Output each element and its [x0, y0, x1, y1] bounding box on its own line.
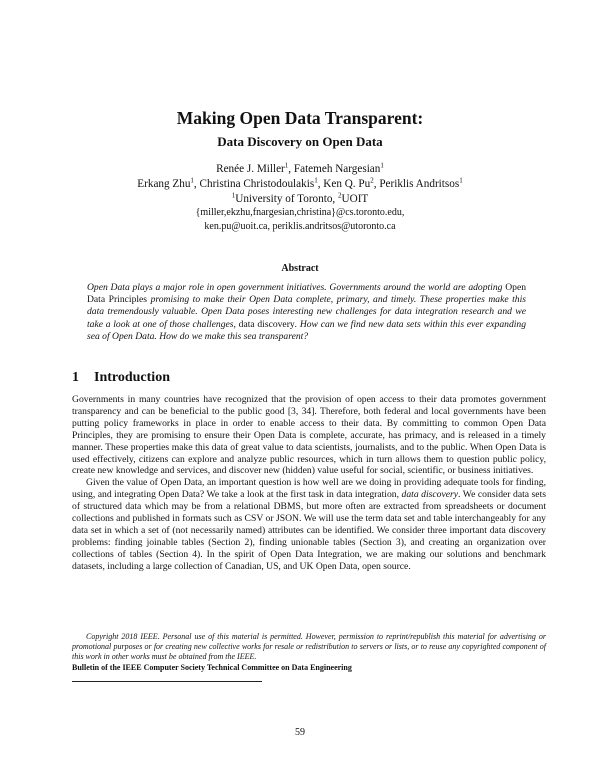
author-sep: ,	[373, 178, 380, 190]
abstract-heading: Abstract	[281, 263, 319, 274]
author-name: Fatemeh Nargesian	[293, 163, 381, 175]
body-text	[72, 394, 546, 573]
author-block	[0, 162, 600, 207]
author-line-2	[0, 177, 600, 192]
section-title: Introduction	[94, 370, 170, 385]
abstract-term: Open Data Principles	[87, 282, 526, 306]
affil-sup-2: 2	[338, 191, 342, 200]
affil-text-2: UOIT	[341, 193, 369, 205]
author-affil-sup: 1	[380, 161, 384, 170]
author-sep: ,	[317, 178, 324, 190]
affil-text-1: University of Toronto,	[235, 193, 339, 205]
body-part: Given the value of Open Data, an important question is how well are we doing in providing adequate tools for finding, using, and integrating Open Data? We take a look at the first task in data integration,	[72, 477, 546, 501]
body-paragraph-1: Governments in many countries have recognized that the provision of open access to their data promotes government transparency and can be beneficial to the public good [3, 34]. Therefore, both federal and local governments have been putting policy frameworks in place in order to enable access to their data. By committing to common Open Data Principles, they are promising to ensure their Open Data is complete, accurate, has primacy, and is released in a timely manner. These properties make this data of great value to data scientists, journalists, and to the public. When Open Data is used effectively, citizens can explore and analyze public resources, which in turn allows them to question public policy, create new knowledge and services, and discover new (hidden) value useful for social, scientific, or business initiatives.	[72, 394, 546, 477]
abstract-term: data discovery	[238, 318, 295, 330]
author-name: Periklis Andritsos	[379, 178, 460, 190]
abstract-part: . How can we find new data sets within this ever expanding sea of Open Data. How do we make this sea transparent?	[87, 318, 526, 342]
author-name: Ken Q. Pu	[323, 178, 371, 190]
author-sep: ,	[193, 178, 200, 190]
author-affil-sup: 1	[190, 176, 194, 185]
affil-sup-1: 1	[231, 191, 236, 200]
paper-title: Making Open Data Transparent:	[176, 108, 424, 128]
abstract-part: promising to make their Open Data complete, primary, and timely. These properties make this data tremendously valuable. Open Data poses interesting new challenges for data integration research and we take a look at one of those challenges,	[87, 294, 526, 330]
footnote-rule	[72, 681, 262, 682]
email-line-2: ken.pu@uoit.ca, periklis.andritsos@utoronto.ca	[204, 221, 396, 232]
email-block	[0, 206, 600, 234]
page-number: 59	[295, 727, 305, 738]
author-line-1	[0, 162, 600, 177]
section-heading	[72, 370, 170, 386]
abstract-part: Open Data plays a major role in open government initiatives. Governments around the world are adopting	[87, 282, 506, 293]
abstract-text	[87, 282, 526, 343]
section-number: 1	[72, 370, 79, 385]
body-paragraph-2	[72, 477, 546, 572]
body-emphasis: data discovery	[401, 489, 459, 501]
bulletin-line: Bulletin of the IEEE Computer Society Technical Committee on Data Engineering	[72, 663, 352, 672]
affiliation-line	[0, 192, 600, 207]
author-affil-sup: 1	[459, 176, 463, 185]
author-sep: ,	[288, 163, 294, 175]
author-affil-sup: 1	[314, 176, 318, 185]
paper-subtitle: Data Discovery on Open Data	[217, 134, 383, 149]
email-line-1: {miller,ekzhu,fnargesian,christina}@cs.toronto.edu,	[195, 207, 405, 218]
author-name: Christina Christodoulakis	[199, 178, 315, 190]
author-name: Renée J. Miller	[216, 163, 285, 175]
body-part: . We consider data sets of structured data which may be from a relational DBMS, but more often are extracted from spreadsheets or document collections and published in formats such as CSV or JSON. We will use the term data set and table interchangeably for any data set in which a set of (not necessarily named) attributes can be identified. We consider three important data discovery problems: finding joinable tables (Section 2), finding unionable tables (Section 3), and creating an organization over collections of tables (Section 4). In the spirit of Open Data Integration, we are making our solutions and benchmark datasets, including a large collection of Canadian, US, and UK Open Data, open source.	[72, 489, 546, 572]
author-affil-sup: 1	[284, 161, 289, 170]
author-affil-sup: 2	[370, 176, 374, 185]
author-name: Erkang Zhu	[137, 178, 191, 190]
copyright-footnote: Copyright 2018 IEEE. Personal use of this material is permitted. However, permission to reprint/republish this material for advertising or promotional purposes or for creating new collective works for resale or redistribution to servers or lists, or to reuse any copyrighted component of this work in other works must be obtained from the IEEE.	[72, 632, 546, 662]
